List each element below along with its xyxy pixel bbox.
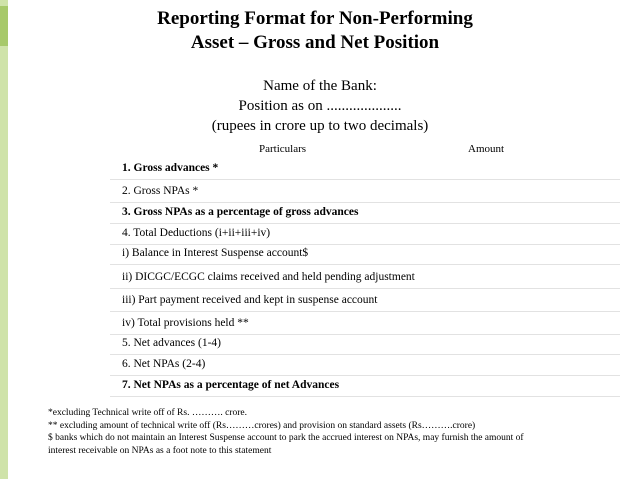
table-row-part-payment: iii) Part payment received and kept in suspense account <box>122 294 378 306</box>
table-row-net-advances: 5. Net advances (1-4) <box>122 337 221 349</box>
slide-title-line-1: Reporting Format for Non-Performing <box>157 8 473 29</box>
table-row-gross-npa-percentage: 3. Gross NPAs as a percentage of gross advances <box>122 206 359 218</box>
particulars-header: Particulars <box>259 143 307 155</box>
table-row-total-deductions: 4. Total Deductions (i+ii+iii+iv) <box>122 227 271 239</box>
table-row-net-npa-percentage: 7. Net NPAs as a percentage of net Advances <box>122 379 340 391</box>
table-row-net-npas: 6. Net NPAs (2-4) <box>122 358 206 370</box>
footnote-standard-assets: ** excluding amount of technical write off (Rs………crores) and provision on standard assets (Rs……….crore) <box>48 420 476 431</box>
footnote-interest-receivable: interest receivable on NPAs as a foot note to this statement <box>48 445 272 456</box>
slide-accent-block <box>0 6 8 46</box>
table-row-total-provisions: iv) Total provisions held ** <box>122 317 249 329</box>
bank-name-label: Name of the Bank: <box>263 78 377 94</box>
position-date-label: Position as on .................... <box>238 98 402 114</box>
slide-title-line-2: Asset – Gross and Net Position <box>190 32 440 53</box>
footnote-technical-write-off: *excluding Technical write off of Rs. ………. crore. <box>48 408 247 418</box>
footnotes <box>48 407 618 457</box>
table-row-gross-npas: 2. Gross NPAs * <box>122 185 199 197</box>
table-row-interest-suspense: i) Balance in Interest Suspense account$ <box>122 247 309 259</box>
table-row-gross-advances: 1. Gross advances * <box>122 162 219 174</box>
footnote-interest-suspense: $ banks which do not maintain an Interest Suspense account to park the accrued interest on NPAs, may furnish the amount of <box>48 433 524 443</box>
slide-accent-bar <box>0 0 8 479</box>
units-label: (rupees in crore up to two decimals) <box>211 118 429 134</box>
amount-header: Amount <box>468 143 505 155</box>
table-row-dicgc-claims: ii) DICGC/ECGC claims received and held pending adjustment <box>122 271 415 283</box>
